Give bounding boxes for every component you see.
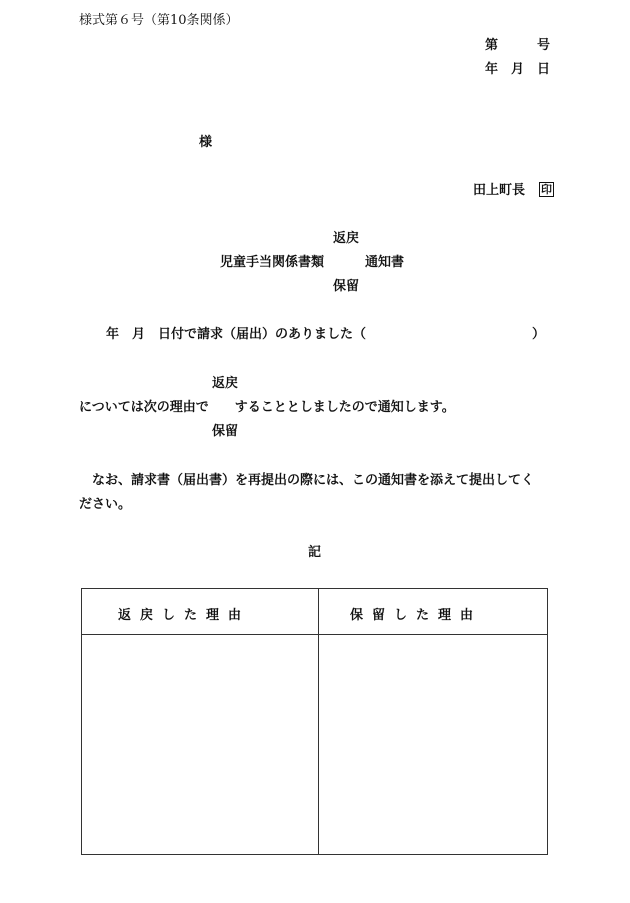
title-suffix: 通知書 — [365, 255, 405, 270]
note-line-2: ださい。 — [79, 497, 132, 512]
title-option-hold: 保留 — [333, 279, 360, 294]
return-reason-field[interactable] — [82, 635, 318, 854]
body-reason-line: については次の理由で することとしましたので通知します。 — [79, 400, 455, 415]
title-option-return: 返戻 — [333, 231, 360, 246]
ki-heading: 記 — [308, 545, 322, 560]
addressee-honorific: 様 — [199, 135, 213, 150]
title-subject: 児童手当関係書類 — [220, 255, 325, 270]
reasons-table — [81, 588, 548, 855]
document-date-line: 年 月 日 — [485, 62, 551, 77]
body-option-return: 返戻 — [212, 376, 239, 391]
body-option-hold: 保留 — [212, 424, 239, 439]
sender-name: 田上町長 — [473, 183, 526, 198]
body-request-line: 年 月 日付で請求（届出）のありました（ — [106, 327, 367, 342]
document-number-line: 第 号 — [485, 38, 551, 53]
note-line-1: なお、請求書（届出書）を再提出の際には、この通知書を添えて提出してく — [92, 473, 535, 488]
sender-block — [473, 182, 554, 199]
hold-reason-field[interactable] — [319, 635, 547, 854]
header-return-reason: 返戻した理由 — [118, 608, 251, 623]
form-number-label: 様式第６号（第10条関係） — [79, 13, 239, 28]
header-hold-reason: 保留した理由 — [350, 608, 483, 623]
body-request-line-close: ） — [532, 327, 546, 342]
seal-mark: 印 — [541, 183, 553, 196]
